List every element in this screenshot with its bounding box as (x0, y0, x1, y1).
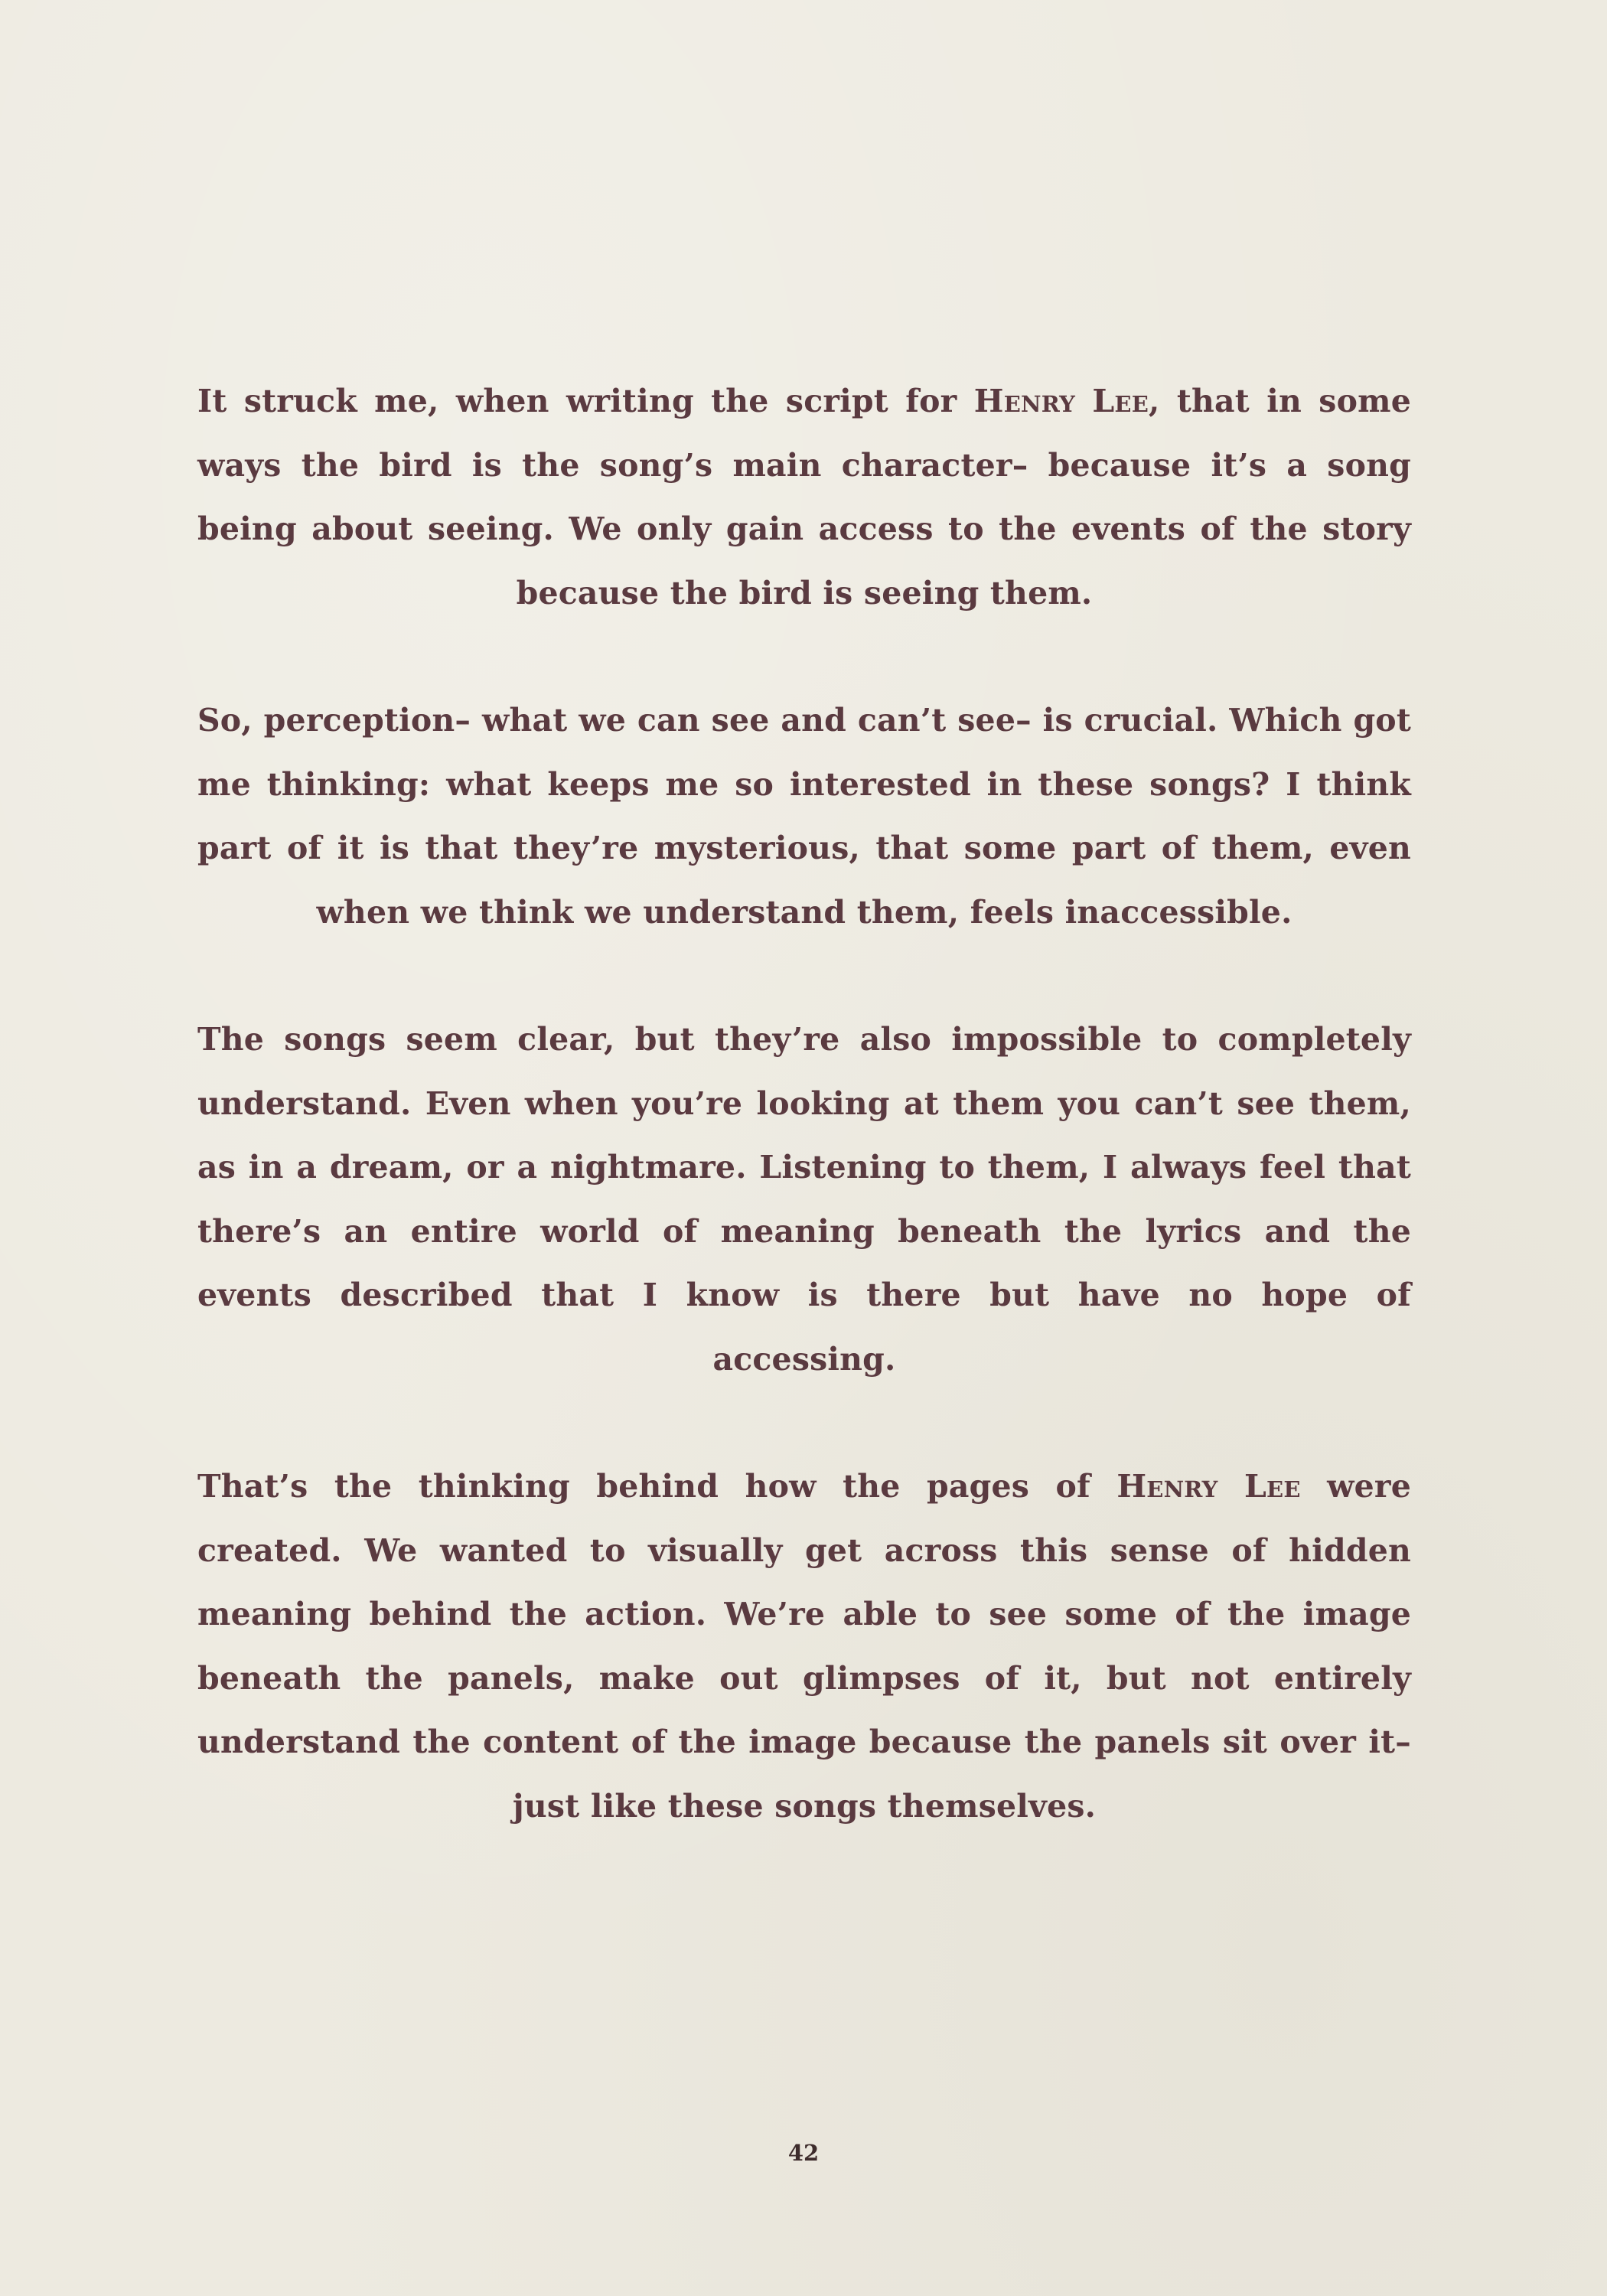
page-number: 42 (787, 2140, 820, 2166)
paragraph-1 (197, 370, 1411, 625)
body-text (197, 370, 1411, 1902)
book-title-henry-lee: Henry Lee (973, 383, 1149, 419)
paragraph-1-text-after: , that in some ways the bird is the song’s main character– because it’s a song being about seeing. We only gain access to the events of the story because the bird is seeing them. (197, 383, 1411, 612)
paragraph-4-text-after: were created. We wanted to visually get across this sense of hidden meaning behind the action. We’re able to see some of the image beneath the panels, make out glimpses of it, but not entirely understand the content of the image because the panels sit over it– just like these songs themselves. (197, 1468, 1411, 1825)
paragraph-4-text-before: That’s the thinking behind how the pages of (197, 1468, 1117, 1505)
paragraph-4 (197, 1455, 1411, 1838)
paragraph-3: The songs seem clear, but they’re also impossible to completely understand. Even when you’re looking at them you can’t see them, as in a dream, or a nightmare. Listening to them, I always feel that there’s an entire world of meaning beneath the lyrics and the events described that I know is there but have no hope of accessing. (197, 1021, 1411, 1378)
book-title-henry-lee: Henry Lee (1116, 1468, 1301, 1505)
paragraph-1-text-before: It struck me, when writing the script for (197, 383, 974, 419)
paragraph-2: So, perception– what we can see and can’t see– is crucial. Which got me thinking: what keeps me so interested in these songs? I think part of it is that they’re mysterious, that some part of them, even when we think we understand them, feels inaccessible. (197, 702, 1411, 931)
